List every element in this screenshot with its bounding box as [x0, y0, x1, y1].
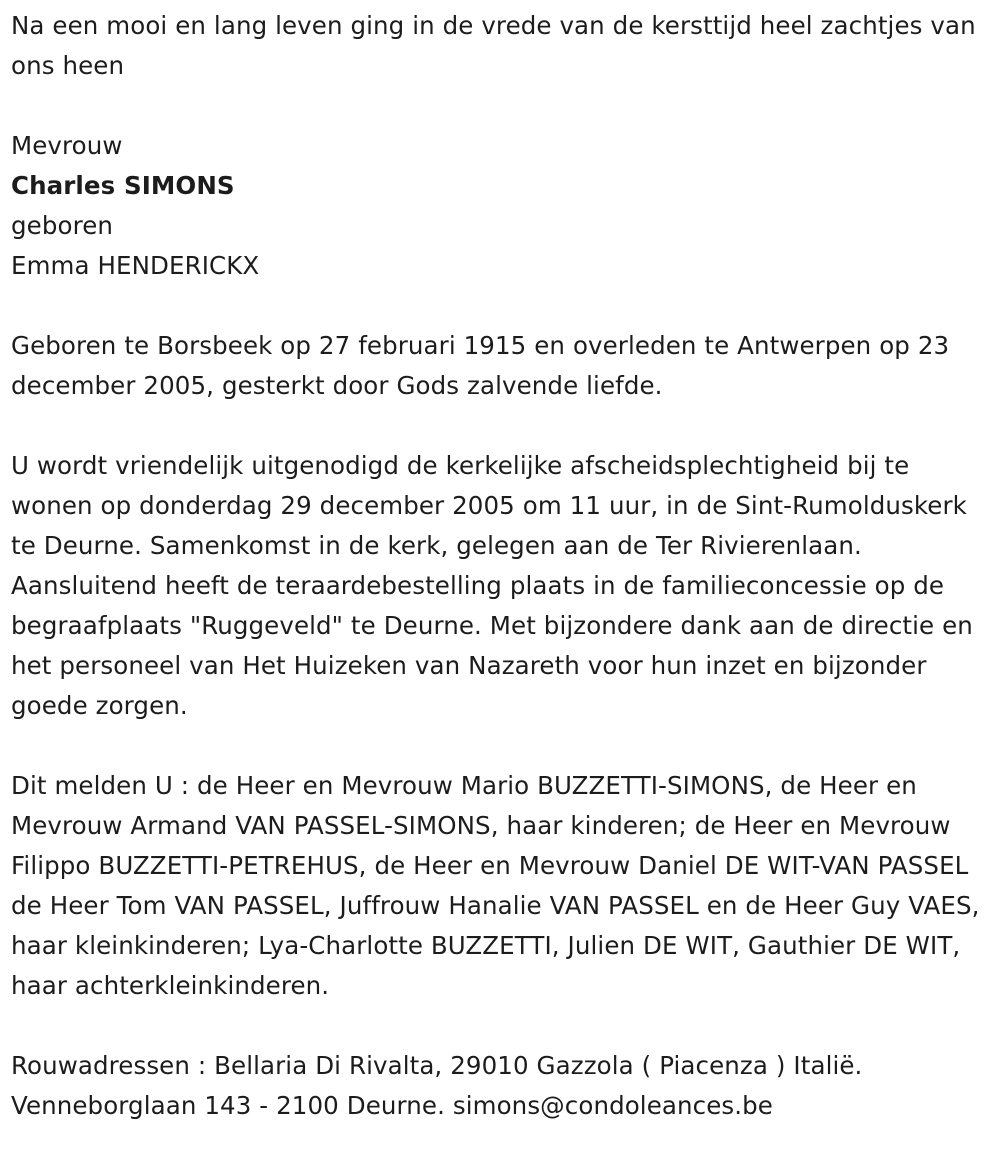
spacer	[11, 406, 991, 446]
funeral-paragraph: U wordt vriendelijk uitgenodigd de kerkelijke afscheidsplechtigheid bij te wonen op donderdag 29 december 2005 om 11 uur, in de Sint-Rumolduskerk te Deurne. Samenkomst in de kerk, gelegen aan de Ter Rivierenlaan. Aansluitend heeft de teraardebestelling plaats in de familieconcessie op de begraafplaats "Ruggeveld" te Deurne. Met bijzondere dank aan de directie en het personeel van Het Huizeken van Nazareth voor hun inzet en bijzonder goede zorgen.	[11, 451, 973, 720]
born-label: geboren	[11, 211, 114, 240]
email-link[interactable]: simons@condoleances.be	[452, 1091, 773, 1120]
address-line-1: Rouwadressen : Bellaria Di Rivalta, 29010 Gazzola ( Piacenza ) Italië.	[11, 1051, 863, 1080]
spacer	[11, 1006, 991, 1046]
deceased-name: Charles SIMONS	[11, 171, 235, 200]
maiden-name: Emma HENDERICKX	[11, 251, 260, 280]
family-paragraph: Dit melden U : de Heer en Mevrouw Mario BUZZETTI-SIMONS, de Heer en Mevrouw Armand VAN PASSEL-SIMONS, haar kinderen; de Heer en Mevrouw Filippo BUZZETTI-PETREHUS, de Heer en Mevrouw Daniel DE WIT-VAN PASSEL de Heer Tom VAN PASSEL, Juffrouw Hanalie VAN PASSEL en de Heer Guy VAES, haar kleinkinderen; Lya-Charlotte BUZZETTI, Julien DE WIT, Gauthier DE WIT, haar achterkleinkinderen.	[11, 771, 980, 1000]
address-line-2	[11, 1086, 991, 1126]
birth-death-paragraph: Geboren te Borsbeek op 27 februari 1915 en overleden te Antwerpen op 23 december 2005, gesterkt door Gods zalvende liefde.	[11, 331, 950, 400]
spacer	[11, 726, 991, 766]
deceased-title: Mevrouw	[11, 131, 123, 160]
spacer	[11, 86, 991, 126]
death-notice	[11, 6, 991, 1126]
address-text: Venneborglaan 143 - 2100 Deurne.	[11, 1091, 453, 1120]
spacer	[11, 286, 991, 326]
intro-text: Na een mooi en lang leven ging in de vrede van de kersttijd heel zachtjes van ons heen	[11, 11, 976, 80]
